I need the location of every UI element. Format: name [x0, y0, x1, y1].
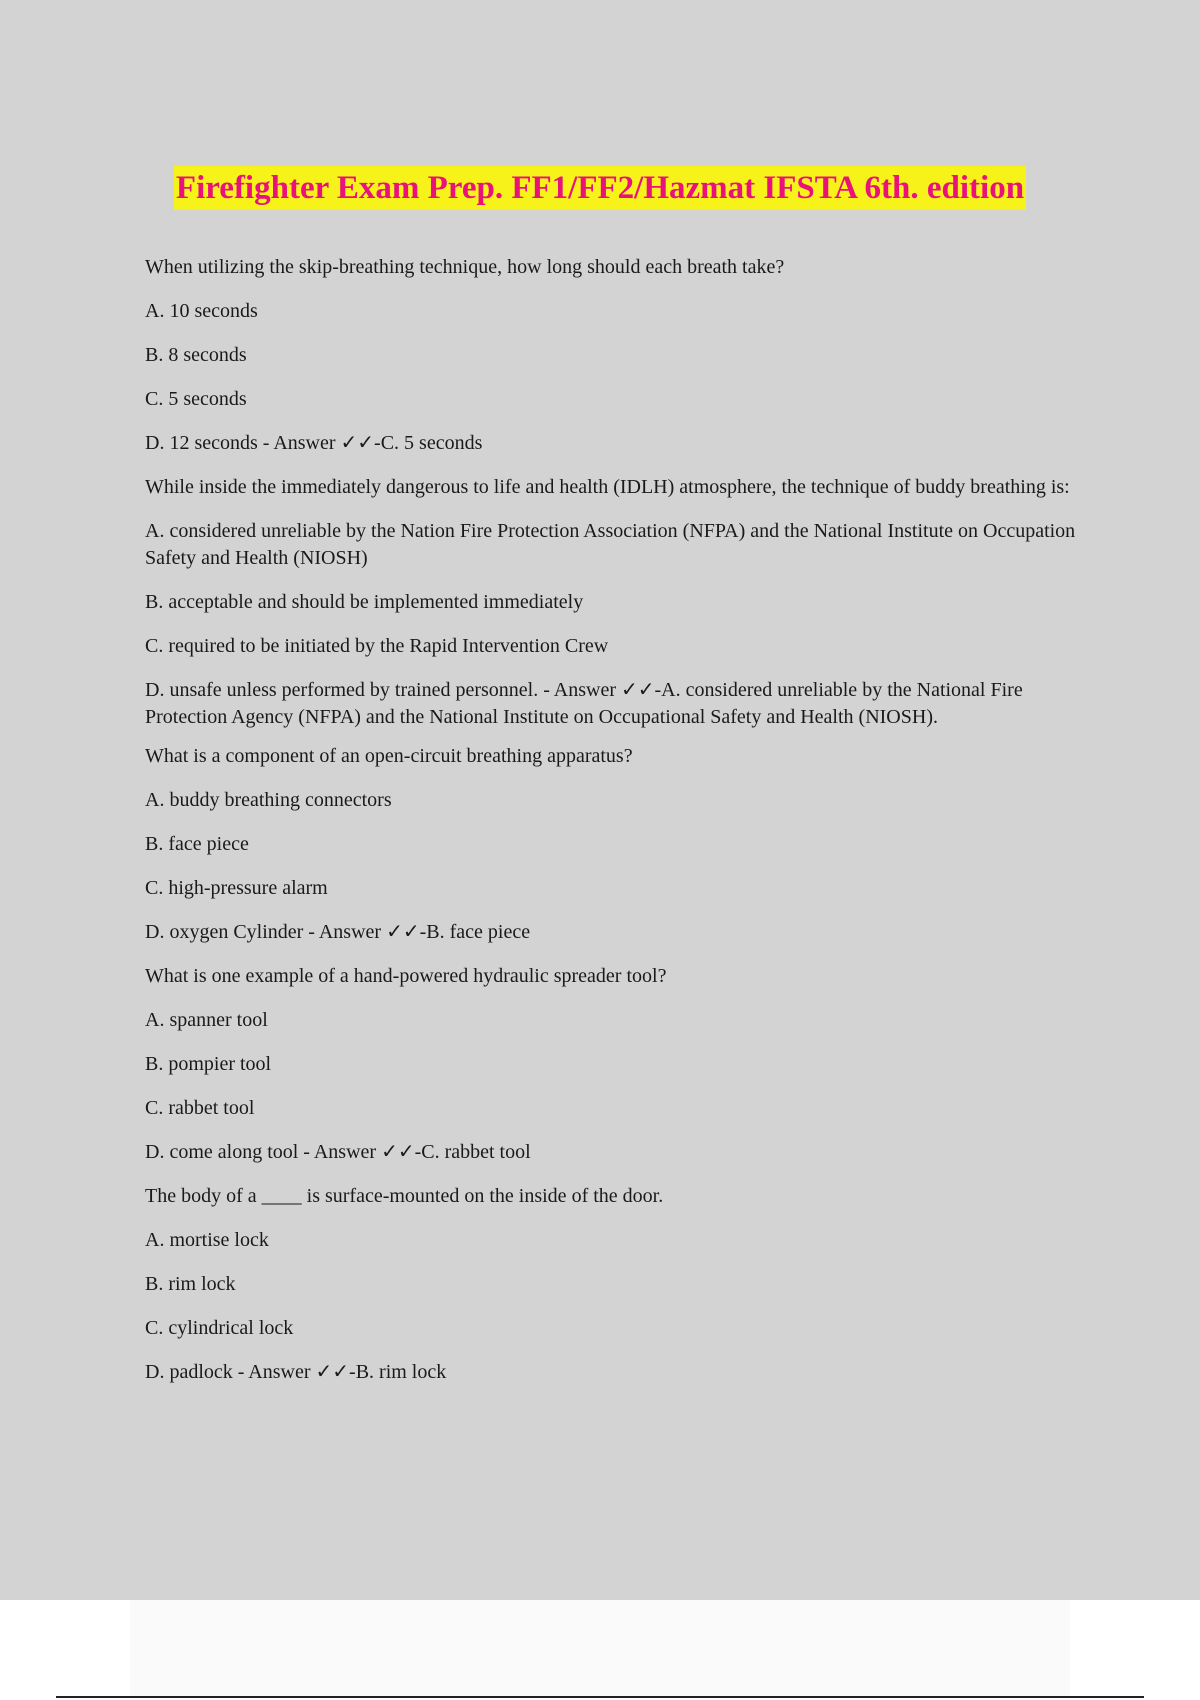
q1-option-b: B. 8 seconds	[145, 344, 247, 366]
next-page-preview	[130, 1600, 1070, 1696]
question-1: When utilizing the skip-breathing technique, how long should each breath take?	[145, 256, 785, 278]
q2-option-c: C. required to be initiated by the Rapid Intervention Crew	[145, 635, 609, 657]
q5-option-d-answer: D. padlock - Answer ✓✓-B. rim lock	[145, 1361, 447, 1383]
question-3: What is a component of an open-circuit breathing apparatus?	[145, 745, 633, 767]
q3-option-d-answer: D. oxygen Cylinder - Answer ✓✓-B. face piece	[145, 921, 531, 943]
q4-option-b: B. pompier tool	[145, 1053, 272, 1075]
q5-option-c: C. cylindrical lock	[145, 1317, 294, 1339]
q1-option-d-answer: D. 12 seconds - Answer ✓✓-C. 5 seconds	[145, 432, 483, 454]
q2-option-d-answer: D. unsafe unless performed by trained personnel. - Answer ✓✓-A. considered unreliable by the National Fire Protection Agency (NFPA) and the National Institute on Occupational Safety and Health (NIOSH).	[145, 679, 1023, 728]
q5-option-a: A. mortise lock	[145, 1229, 269, 1251]
q1-option-a: A. 10 seconds	[145, 300, 258, 322]
document-title: Firefighter Exam Prep. FF1/FF2/Hazmat IFSTA 6th. edition	[174, 166, 1026, 210]
q2-option-a: A. considered unreliable by the Nation Fire Protection Association (NFPA) and the National Institute on Occupation Safety and Health (NIOSH)	[145, 520, 1076, 569]
q4-option-d-answer: D. come along tool - Answer ✓✓-C. rabbet tool	[145, 1141, 531, 1163]
question-4: What is one example of a hand-powered hydraulic spreader tool?	[145, 965, 667, 987]
q2-option-b: B. acceptable and should be implemented immediately	[145, 591, 584, 613]
q1-option-c: C. 5 seconds	[145, 388, 247, 410]
q3-option-b: B. face piece	[145, 833, 249, 855]
q5-option-b: B. rim lock	[145, 1273, 236, 1295]
q4-option-c: C. rabbet tool	[145, 1097, 255, 1119]
question-5: The body of a ____ is surface-mounted on the inside of the door.	[145, 1185, 664, 1207]
question-2: While inside the immediately dangerous to life and health (IDLH) atmosphere, the technique of buddy breathing is:	[145, 476, 1070, 498]
title-container	[0, 166, 1200, 210]
document-body	[145, 254, 1085, 1403]
q4-option-a: A. spanner tool	[145, 1009, 268, 1031]
q3-option-a: A. buddy breathing connectors	[145, 789, 392, 811]
q3-option-c: C. high-pressure alarm	[145, 877, 328, 899]
page-divider-line	[56, 1696, 1144, 1698]
